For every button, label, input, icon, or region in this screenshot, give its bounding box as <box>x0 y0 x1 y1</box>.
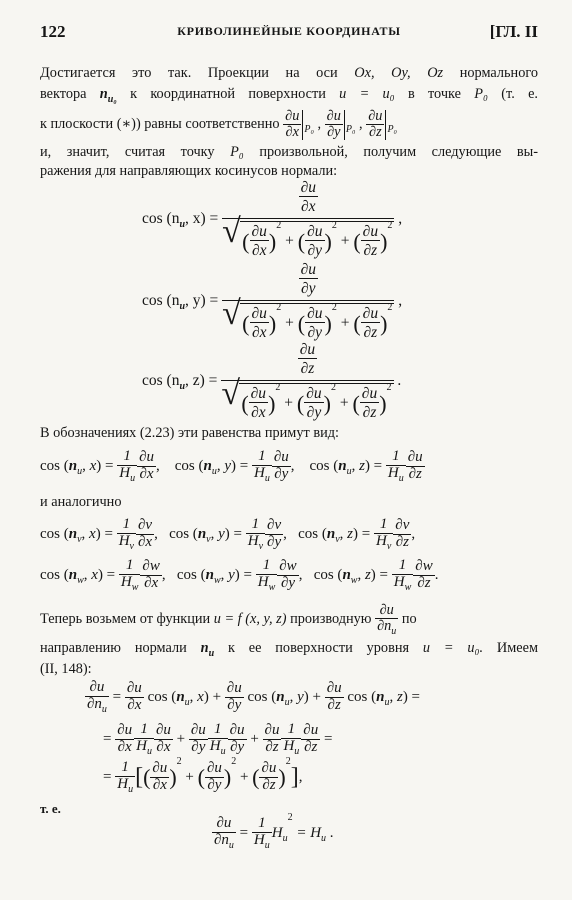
cos-tail: , x) = <box>185 210 219 228</box>
equation-cos-x: $\cos (n_u$, x) = $\frac{\partial u}{\partial x}$ √ ( $\frac{\partial u}{\partial x}$ )$^2$ + ( $\frac{\partial u}{\partial y}$ )$^2$ + ( $\frac{\partial u}{\partial z}$ )$^2$ , <box>142 179 403 259</box>
equation-cos-z: $\cos (n_u$, z) = $\frac{\partial u}{\partial z}$ √ ( $\frac{\partial u}{\partial x}$ )$^2$ + ( $\frac{\partial u}{\partial y}$ )$^2$ + ( $\frac{\partial u}{\partial z}$ )$^2$ . <box>142 341 402 421</box>
math-n-u: $n_u$ <box>200 640 215 659</box>
cos-label: cos (n <box>142 372 180 390</box>
big-fraction: $\frac{\partial u}{\partial y}$ √ ( $\frac{\partial u}{\partial x}$ )$^2$ + ( $\frac{\partial u}{\partial y}$ )$^2$ + ( $\frac{\partial u}{\partial z}$ )$^2$ <box>222 261 393 341</box>
equation-row-w: $\cos (n_w$, x) = $\frac{1}{H_w}$ $\frac{\partial w}{\partial x}$ , $\cos (n_w$, y) = $\frac{1}{H_w}$ $\frac{\partial w}{\partial y}$ , $\cos (n_w$, z) = $\frac{1}{H_w}$ $\frac{\partial w}{\partial z}$ . <box>40 557 439 593</box>
equation-row-v: $\cos (n_v$, x) = $\frac{1}{H_v}$ $\frac{\partial v}{\partial x}$ , $\cos (n_v$, y) = $\frac{1}{H_v}$ $\frac{\partial v}{\partial y}$ , $\cos (n_v$, z) = $\frac{1}{H_v}$ $\frac{\partial v}{\partial z}$ , <box>40 516 416 552</box>
math-axes: Ox, Oy, Oz <box>354 65 444 81</box>
running-title: КРИВОЛИНЕЙНЫЕ КООРДИНАТЫ <box>177 24 401 38</box>
text-segment: (т. е. <box>501 86 538 102</box>
te-label: т. е. <box>40 801 61 816</box>
page-header <box>40 22 538 46</box>
text-segment: Достигается это так. Проекции на оси <box>40 65 338 81</box>
chapter-label: [ГЛ. II <box>489 22 538 41</box>
math-p0: P₀ <box>230 144 244 160</box>
text-segment: в точке <box>407 86 461 102</box>
text-segment: к плоскости (∗)) равны соответственно <box>40 116 280 132</box>
text-segment: по <box>401 611 417 627</box>
text-segment: производную <box>290 611 372 627</box>
equation-cos-y: $\cos (n_u$, y) = $\frac{\partial u}{\partial y}$ √ ( $\frac{\partial u}{\partial x}$ )$^2$ + ( $\frac{\partial u}{\partial y}$ )$^2$ + ( $\frac{\partial u}{\partial z}$ )$^2$ , <box>142 261 403 341</box>
derivation-line-3: = $\frac{1}{H_u}$ [( $\frac{\partial u}{\partial x}$ )$^2$ + ( $\frac{\partial u}{\partial y}$ )$^2$ + ( $\frac{\partial u}{\partial z}$ )$^2$], <box>103 756 303 795</box>
page-number: 122 <box>40 22 66 41</box>
paragraph-1-line-4 <box>40 142 538 163</box>
text-segment: нормального <box>459 65 538 81</box>
paragraph-1-line-5: ражения для направляющих косинусов нормали: <box>40 163 338 179</box>
fraction-du-dz: $\frac{\partial u}{\partial z}$ <box>368 108 383 141</box>
text-segment: Имеем <box>496 640 539 656</box>
paragraph-1-line-1 <box>40 63 538 84</box>
derivation-line-1: $\frac{\partial u}{\partial n_u}$ = $\frac{\partial u}{\partial x}$ $\cos (n_u$, x) + $\frac{\partial u}{\partial y}$ $\cos (n_u$, y) + $\frac{\partial u}{\partial z}$ $\cos (n_u$, z) = <box>87 679 421 715</box>
cos-tail: , z) = <box>185 372 218 390</box>
math-u-eq: u = u₀ <box>339 86 395 102</box>
paragraph-4 <box>40 602 538 636</box>
cos-label: cos (n <box>142 292 180 310</box>
fraction-du-dy: $\frac{\partial u}{\partial y}$ <box>326 108 341 141</box>
final-result: = H <box>296 825 322 842</box>
fraction-du-dx: $\frac{\partial u}{\partial x}$ <box>285 108 300 141</box>
math-p0: P₀ <box>474 86 488 102</box>
math-function: u = f (x, y, z) <box>213 611 287 627</box>
text-segment: и, значит, считая точку <box>40 144 215 160</box>
text-segment: направлению нормали <box>40 640 187 656</box>
text-segment: произвольной, получим следующие вы- <box>259 144 539 160</box>
text-segment: вектора <box>40 86 87 102</box>
final-equation: $\frac{\partial u}{\partial n_u}$ = $\frac{1}{H_u}$ $H_u^2 = H_u$ . <box>214 812 334 851</box>
text-segment: к координатной поверхности <box>130 86 326 102</box>
big-fraction: $\frac{\partial u}{\partial z}$ √ ( $\frac{\partial u}{\partial x}$ )$^2$ + ( $\frac{\partial u}{\partial y}$ )$^2$ + ( $\frac{\partial u}{\partial z}$ )$^2$ <box>221 341 392 421</box>
cos-tail: , y) = <box>185 292 219 310</box>
math-u-eq: u = u₀. <box>422 640 484 656</box>
equation-row-u: $\cos (n_u$, x) = $\frac{1}{H_u}$ $\frac{\partial u}{\partial x}$ , $\cos (n_u$, y) = $\frac{1}{H_u}$ $\frac{\partial u}{\partial y}$ , $\cos (n_u$, z) = $\frac{1}{H_u}$ $\frac{\partial u}{\partial z}$ <box>40 448 423 484</box>
text-segment: к ее поверхности уровня <box>227 640 410 656</box>
math-n-u: $n_{u_0}$ <box>99 86 117 105</box>
paragraph-1-line-3: к плоскости (∗)) равны соответственно $\frac{\partial u}{\partial x}$ $_{P_0}$ , $\frac{\partial u}{\partial y}$ $_{P_0}$ , $\frac{\partial u}{\partial z}$ $_{P_0}$ <box>40 108 398 141</box>
fraction-du-dnu: $\frac{\partial u}{\partial n_u}$ <box>377 601 397 637</box>
text-segment: Теперь возьмем от функции <box>40 611 211 627</box>
cos-label: cos (n <box>142 210 180 228</box>
paragraph-2: В обозначениях (2.23) эти равенства примут вид: <box>40 425 339 441</box>
derivation-line-2: = $\frac{\partial u}{\partial x}$ $\frac{1}{H_u}$ $\frac{\partial u}{\partial x}$ + $\frac{\partial u}{\partial y}$ $\frac{1}{H_u}$ $\frac{\partial u}{\partial y}$ + $\frac{\partial u}{\partial z}$ $\frac{1}{H_u}$ $\frac{\partial u}{\partial z}$ = <box>103 721 333 757</box>
paragraph-5-line-2: (II, 148): <box>40 661 92 677</box>
big-fraction: $\frac{\partial u}{\partial x}$ √ ( $\frac{\partial u}{\partial x}$ )$^2$ + ( $\frac{\partial u}{\partial y}$ )$^2$ + ( $\frac{\partial u}{\partial z}$ )$^2$ <box>222 179 393 259</box>
paragraph-3: и аналогично <box>40 494 122 510</box>
